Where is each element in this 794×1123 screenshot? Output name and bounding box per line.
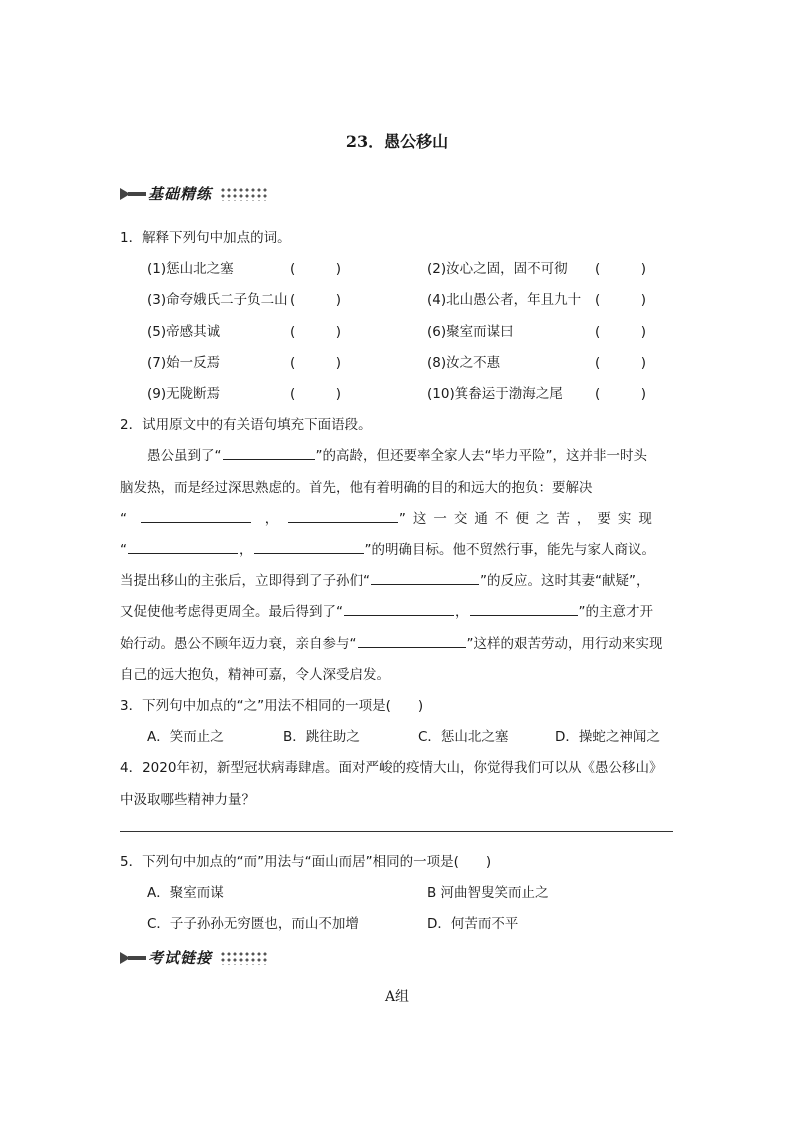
q2-text: ”的高龄，但还要率全家人去“毕力平险”，这并非一时头 — [315, 448, 647, 464]
q2-blank-7[interactable] — [344, 601, 454, 616]
q5-option-b[interactable]: B 河曲智叟笑而止之 — [427, 885, 549, 901]
q2-blank-5[interactable] — [254, 539, 364, 554]
q2-blank-3[interactable] — [288, 508, 398, 523]
q2-text: ， — [455, 604, 469, 620]
dots-decoration-icon — [220, 187, 268, 201]
q2-text: ， — [239, 542, 253, 558]
q2-line-8: 自己的远大抱负，精神可嘉，令人深受启发。 — [120, 667, 390, 683]
q3-option-a[interactable]: A．笑而止之 — [147, 729, 224, 745]
q1-item-right: (8)汝之不惠 — [427, 355, 501, 371]
q1-answer-paren: ( ) — [290, 386, 342, 402]
q2-text: “ — [120, 542, 127, 558]
q1-answer-paren: ( ) — [595, 261, 647, 277]
q2-blank-6[interactable] — [371, 570, 479, 585]
q1-item-left: (5)帝感其诚 — [147, 324, 221, 340]
q1-answer-paren: ( ) — [290, 261, 342, 277]
q2-blank-9[interactable] — [358, 633, 466, 648]
q5-option-d[interactable]: D．何苦而不平 — [427, 916, 519, 932]
q1-item-right: (6)聚室而谋曰 — [427, 324, 514, 340]
q1-answer-paren: ( ) — [595, 355, 647, 371]
q2-text: 当提出移山的主张后，立即得到了子孙们“ — [120, 573, 370, 589]
q1-answer-paren: ( ) — [290, 292, 342, 308]
section-banner-basic — [120, 181, 270, 205]
q3-option-d[interactable]: D．操蛇之神闻之 — [555, 729, 660, 745]
q2-blank-8[interactable] — [470, 601, 578, 616]
q2-text: ”这样的艰苦劳动，用行动来实现 — [466, 636, 663, 652]
q1-answer-paren: ( ) — [290, 355, 342, 371]
q5-option-a[interactable]: A．聚室而谋 — [147, 885, 224, 901]
q2-text: “ — [120, 511, 127, 527]
q2-text: ”的主意才开 — [578, 604, 653, 620]
q1-item-left: (7)始一反焉 — [147, 355, 221, 371]
q2-line-3 — [120, 507, 675, 527]
q2-text: ”的明确目标。他不贸然行事，能先与家人商议。 — [364, 542, 655, 558]
arrow-bar — [128, 956, 146, 960]
section-title-basic: 基础精练 — [148, 185, 213, 203]
q4-stem-line-1: 4．2020年初，新型冠状病毒肆虐。面对严峻的疫情大山，你觉得我们可以从《愚公移山》 — [120, 760, 663, 776]
q2-line-5 — [120, 569, 649, 589]
q1-item-right: (10)箕畚运于渤海之尾 — [427, 386, 563, 402]
q2-line-2: 脑发热，而是经过深思熟虑的。首先，他有着明确的目的和远大的抱负：要解决 — [120, 480, 593, 496]
q3-option-c[interactable]: C．惩山北之塞 — [418, 729, 509, 745]
q2-text: ”这一交通不便之苦，要实现 — [398, 511, 659, 527]
q2-blank-4[interactable] — [128, 539, 238, 554]
q5-stem: 5．下列句中加点的“而”用法与“面山而居”相同的一项是( ) — [120, 854, 492, 870]
q1-item-right: (4)北山愚公者，年且九十 — [427, 292, 582, 308]
q4-stem-line-2: 中汲取哪些精神力量？ — [120, 792, 255, 808]
q5-option-c[interactable]: C．子子孙孙无穷匮也，而山不加增 — [147, 916, 359, 932]
q1-stem: 1．解释下列句中加点的词。 — [120, 230, 291, 246]
q1-item-right: (2)汝心之固，固不可彻 — [427, 261, 568, 277]
q2-text: 又促使他考虑得更周全。最后得到了“ — [120, 604, 343, 620]
q1-answer-paren: ( ) — [595, 292, 647, 308]
q1-answer-paren: ( ) — [595, 324, 647, 340]
section-banner-exam — [120, 945, 270, 969]
q2-stem: 2．试用原文中的有关语句填充下面语段。 — [120, 417, 372, 433]
q1-answer-paren: ( ) — [290, 324, 342, 340]
q2-line-6 — [120, 600, 653, 620]
q4-answer-line[interactable] — [120, 831, 673, 832]
q1-item-left: (3)命夸娥氏二子负二山 — [147, 292, 288, 308]
section-title-exam: 考试链接 — [148, 949, 213, 967]
q3-stem: 3．下列句中加点的“之”用法不相同的一项是( ) — [120, 698, 424, 714]
q2-line-7 — [120, 632, 663, 652]
dots-decoration-icon — [220, 951, 268, 965]
q1-item-left: (1)惩山北之塞 — [147, 261, 234, 277]
q2-text: 愚公虽到了“ — [147, 448, 222, 464]
arrow-bar — [128, 192, 146, 196]
q1-answer-paren: ( ) — [595, 386, 647, 402]
q2-text: ”的反应。这时其妻“献疑”， — [480, 573, 650, 589]
q2-text: 始行动。愚公不顾年迈力衰，亲自参与“ — [120, 636, 357, 652]
q2-blank-2[interactable] — [141, 508, 251, 523]
q1-item-left: (9)无陇断焉 — [147, 386, 221, 402]
group-label: A组 — [384, 989, 410, 1005]
q2-text: ， — [264, 511, 279, 527]
q2-line-4 — [120, 538, 655, 558]
q3-option-b[interactable]: B．跳往助之 — [283, 729, 360, 745]
q2-line-1 — [147, 444, 647, 464]
q2-blank-1[interactable] — [223, 445, 315, 460]
page-title: 23．愚公移山 — [345, 132, 449, 151]
